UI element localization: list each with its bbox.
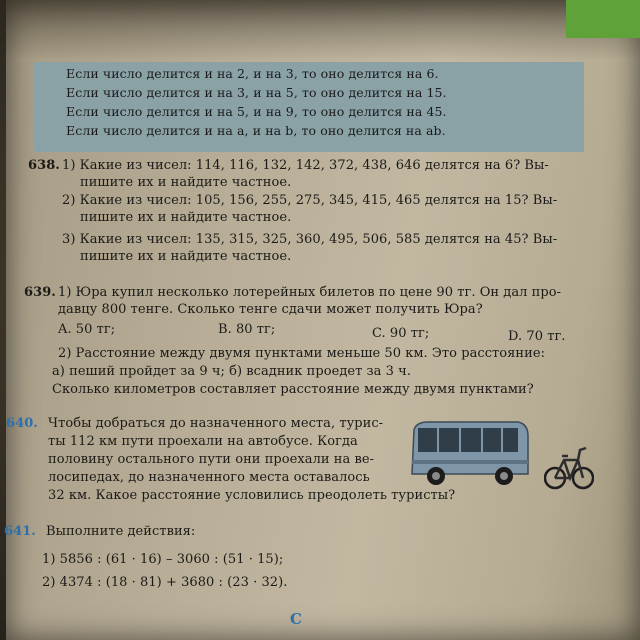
problem-640-line-4: лосипедах, до назначенного места оставалось — [48, 470, 370, 485]
problem-638-line-3: 2) Какие из чисел: 105, 156, 255, 275, 345, 415, 465 делятся на 15? Вы- — [62, 193, 558, 208]
green-corner-marker — [566, 0, 640, 38]
problem-639-line-1: 1) Юра купил несколько лотерейных билетов по цене 90 тг. Он дал про- — [58, 285, 562, 300]
problem-638-line-5: 3) Какие из чисел: 135, 315, 325, 360, 495, 506, 585 делятся на 45? Вы- — [62, 232, 558, 247]
page-footer-mark: С — [290, 610, 302, 628]
rule-line-3: Если число делится и на 5, и на 9, то оно делится на 45. — [66, 104, 447, 119]
problem-638-line-2: пишите их и найдите частное. — [80, 175, 292, 190]
problem-638-line-6: пишите их и найдите частное. — [80, 249, 292, 264]
problem-640-line-2: ты 112 км пути проехали на автобусе. Когда — [48, 434, 358, 449]
problem-640-line-3: половину остального пути они проехали на ве- — [48, 452, 375, 467]
problem-640-line-1: Чтобы добраться до назначенного места, турис- — [48, 416, 384, 431]
problem-640-line-5: 32 км. Какое расстояние условились преодолеть туристы? — [48, 488, 456, 503]
problem-639-option-a: A. 50 тг; — [58, 322, 116, 337]
bus-icon — [408, 420, 532, 490]
problem-639-line-5: Сколько километров составляет расстояние между двумя пунктами? — [52, 382, 534, 397]
problem-639-option-d: D. 70 тг. — [508, 329, 566, 344]
problem-639-line-3: 2) Расстояние между двумя пунктами меньше 50 км. Это расстояние: — [58, 346, 546, 361]
bicycle-icon — [544, 440, 594, 492]
problem-639-line-4: а) пеший пройдет за 9 ч; б) всадник проедет за 3 ч. — [52, 364, 411, 379]
problem-640-number: 640. — [6, 416, 38, 431]
page-shadow — [6, 0, 640, 60]
rule-line-1: Если число делится и на 2, и на 3, то оно делится на 6. — [66, 66, 439, 81]
problem-641-number: 641. — [4, 524, 36, 539]
rule-line-4: Если число делится и на a, и на b, то оно делится на ab. — [66, 123, 446, 138]
rule-line-2: Если число делится и на 3, и на 5, то оно делится на 15. — [66, 85, 447, 100]
problem-639-number: 639. — [24, 285, 56, 300]
problem-638-line-1: 1) Какие из чисел: 114, 116, 132, 142, 372, 438, 646 делятся на 6? Вы- — [62, 158, 549, 173]
problem-638-line-4: пишите их и найдите частное. — [80, 210, 292, 225]
problem-639-line-2: давцу 800 тенге. Сколько тенге сдачи может получить Юра? — [58, 302, 483, 317]
problem-639-option-b: B. 80 тг; — [218, 322, 276, 337]
textbook-page — [6, 0, 640, 640]
problem-641-line-1: 1) 5856 : (61 · 16) – 3060 : (51 · 15); — [42, 552, 284, 567]
problem-639-option-c: C. 90 тг; — [372, 326, 430, 341]
problem-641-line-2: 2) 4374 : (18 · 81) + 3680 : (23 · 32). — [42, 575, 288, 590]
problem-638-number: 638. — [28, 158, 60, 173]
problem-641-title: Выполните действия: — [46, 524, 196, 539]
